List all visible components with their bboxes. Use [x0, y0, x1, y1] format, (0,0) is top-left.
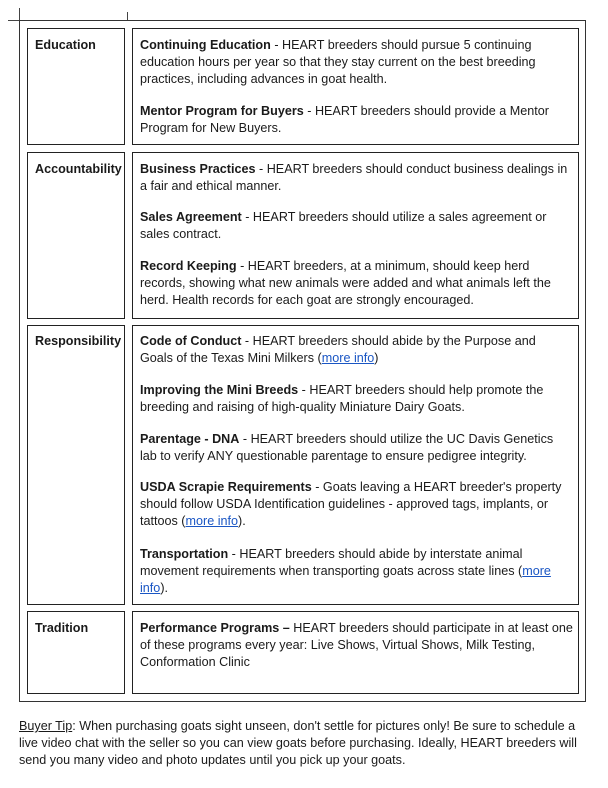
guideline-title: Performance Programs –	[140, 621, 290, 635]
guideline-title: Continuing Education	[140, 38, 271, 52]
guideline-title: Improving the Mini Breeds	[140, 383, 299, 397]
guideline-text-after: )	[374, 351, 379, 365]
guideline-item	[140, 209, 570, 243]
guideline-item	[140, 37, 570, 88]
guideline-text: - HEART breeders should utilize the UC Davis Genetics lab to verify ANY questionable parentage to ensure pedigree integrity.	[140, 432, 554, 463]
guideline-title: Record Keeping	[140, 259, 237, 273]
guideline-item	[140, 546, 573, 597]
guideline-text: - HEART breeders should provide a Mentor Program for New Buyers.	[140, 104, 549, 135]
guideline-title: USDA Scrapie Requirements	[140, 480, 312, 494]
guideline-text: - HEART breeders should utilize a sales agreement or sales contract.	[140, 210, 547, 241]
more-info-link[interactable]: more info	[140, 564, 551, 595]
guideline-item	[140, 620, 576, 671]
guideline-text-after: ).	[238, 514, 246, 528]
guideline-text: - HEART breeders should abide by interstate animal movement requirements when transporting goats across state lines (	[140, 547, 523, 578]
guideline-text: HEART breeders should participate in at least one of these programs every year: Live Shows, Virtual Shows, Milk Testing, Conformation Clinic	[140, 621, 573, 669]
guideline-item	[140, 431, 570, 465]
guideline-text: - HEART breeders should help promote the breeding and raising of high-quality Miniature Dairy Goats.	[140, 383, 544, 414]
more-info-link[interactable]: more info	[321, 351, 375, 365]
row-label: Accountability	[35, 162, 122, 176]
guideline-text: - HEART breeders should conduct business dealings in a fair and ethical manner.	[140, 162, 568, 193]
buyer-tip	[19, 718, 589, 769]
guideline-title: Business Practices	[140, 162, 256, 176]
guideline-title: Mentor Program for Buyers	[140, 104, 304, 118]
guideline-item	[140, 161, 576, 195]
row-label-box	[27, 325, 125, 605]
buyer-tip-text: : When purchasing goats sight unseen, don't settle for pictures only! Be sure to schedule a live video chat with the seller so you can view goats before purchasing. Ideally, HEART breeders will send you many video and photo updates until you pick up your goats.	[19, 719, 577, 767]
guideline-item	[140, 258, 576, 309]
guideline-title: Transportation	[140, 547, 229, 561]
guideline-item	[140, 382, 570, 416]
row-label: Tradition	[35, 621, 89, 635]
guideline-text: - HEART breeders should pursue 5 continuing education hours per year so that they stay current on the best breeding practices, including advances in goat health.	[140, 38, 536, 86]
guideline-item	[140, 333, 565, 367]
guideline-text-after: ).	[160, 581, 169, 595]
guideline-text: - HEART breeders, at a minimum, should keep herd records, showing what new animals were added and what animals left the herd. Health records for each goat are strongly encouraged.	[140, 259, 551, 307]
row-label: Responsibility	[35, 334, 122, 348]
corner-tick	[19, 8, 20, 20]
guideline-title: Code of Conduct	[140, 334, 242, 348]
corner-tick	[8, 20, 19, 21]
more-info-link[interactable]: more info	[185, 514, 238, 528]
guideline-text: - Goats leaving a HEART breeder's property should follow USDA Identification guidelines - approved tags, implants, or tattoos (	[140, 480, 562, 528]
corner-tick	[127, 12, 128, 20]
guideline-text: - HEART breeders should abide by the Purpose and Goals of the Texas Mini Milkers (	[140, 334, 536, 365]
buyer-tip-label: Buyer Tip	[19, 719, 73, 733]
guideline-title: Parentage - DNA	[140, 432, 240, 446]
guideline-item	[140, 103, 570, 137]
guideline-title: Sales Agreement	[140, 210, 242, 224]
guideline-item	[140, 479, 570, 530]
row-label: Education	[35, 38, 96, 52]
